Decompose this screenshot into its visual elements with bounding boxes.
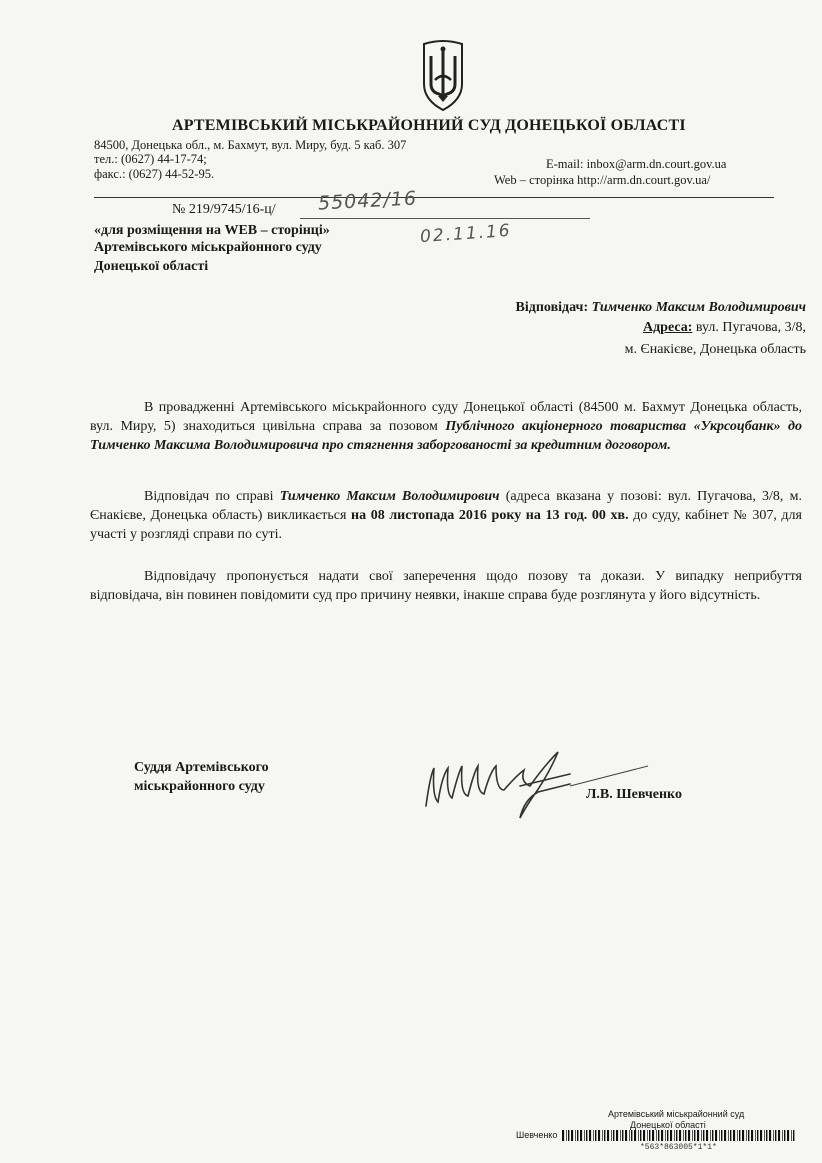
handwritten-registration-number: 55042/16 (317, 187, 418, 215)
p1-claim: Публічного акціонерного товариства «Укрсоцбанк» до Тимченко Максима Володимировича про стягнення заборгованості за кредитним договором. (90, 419, 802, 453)
respondent-street: вул. Пугачова, 3/8, (695, 320, 806, 335)
p1-text: В провадженні Артемівського міськрайонного суду Донецької області (84500 м. Бахмут Донецька область, вул. Миру, 5) знаходиться цивільна справа за позовом (90, 400, 802, 434)
court-website: Web – сторінка http://arm.dn.court.gov.ua/ (494, 173, 711, 187)
web-note-line2: Артемівського міськрайонного суду (94, 240, 322, 255)
registry-stamp-line2: Донецької області (630, 1120, 706, 1130)
p2-text-e: до суду, кабінет № 307, для участі у розгляді справи по суті. (90, 508, 802, 542)
registry-stamp-line1: Артемівський міськрайонний суд (608, 1109, 745, 1119)
p2-respondent-name: Тимченко Максим Володимирович (279, 489, 500, 504)
p2-text-a: Відповідач по справі (144, 489, 280, 504)
judge-title-line2: міськрайонного суду (134, 779, 265, 794)
respondent-city: м. Єнакієве, Донецька область (624, 342, 806, 357)
p2-text-c: (адреса вказана у позові: вул. Пугачова, 3/8, м. Єнакієве, Донецька область) викликається (90, 489, 803, 523)
court-title: АРТЕМІВСЬКИЙ МІСЬКРАЙОННИЙ СУД ДОНЕЦЬКОЇ ОБЛАСТІ (172, 117, 686, 134)
paragraph-objections: Відповідачу пропонується надати свої заперечення щодо позову та докази. У випадку неприбуття відповідача, він повинен повідомити суд про причину неявки, інакше справа буде розглянута у його відсутність. (90, 569, 802, 603)
court-phone: тел.: (0627) 44-17-74; (94, 152, 207, 166)
web-note-line1: «для розміщення на WEB – сторінці» (94, 223, 330, 238)
respondent-address-label: Адреса: (642, 320, 693, 335)
respondent-address-line (643, 320, 806, 336)
handwritten-date: 02.11.16 (419, 220, 513, 248)
respondent-name: Тимченко Максим Володимирович (591, 300, 806, 315)
barcode-code: *563*863005*1*1* (640, 1143, 717, 1152)
barcode-image (562, 1130, 798, 1141)
web-note-line3: Донецької області (94, 259, 209, 274)
court-address: 84500, Донецька обл., м. Бахмут, вул. Миру, буд. 5 каб. 307 (94, 138, 407, 152)
paragraph-case-info (90, 398, 802, 455)
header-divider (94, 197, 774, 198)
registry-stamp-name: Шевченко (516, 1130, 558, 1140)
respondent-label: Відповідач: (515, 300, 589, 315)
outgoing-number-underline (300, 218, 590, 219)
judge-title-line1: Суддя Артемівського (134, 760, 269, 775)
court-fax: факс.: (0627) 44-52-95. (94, 167, 215, 181)
p2-hearing-datetime: на 08 листопада 2016 року на 13 год. 00 хв. (351, 508, 629, 523)
respondent-line (516, 300, 806, 316)
paragraph-summons (90, 487, 802, 544)
outgoing-number: № 219/9745/16-ц/ (172, 202, 276, 217)
coat-of-arms-emblem (418, 38, 468, 114)
judge-name: Л.В. Шевченко (586, 787, 682, 802)
court-email: E-mail: inbox@arm.dn.court.gov.ua (546, 157, 727, 171)
